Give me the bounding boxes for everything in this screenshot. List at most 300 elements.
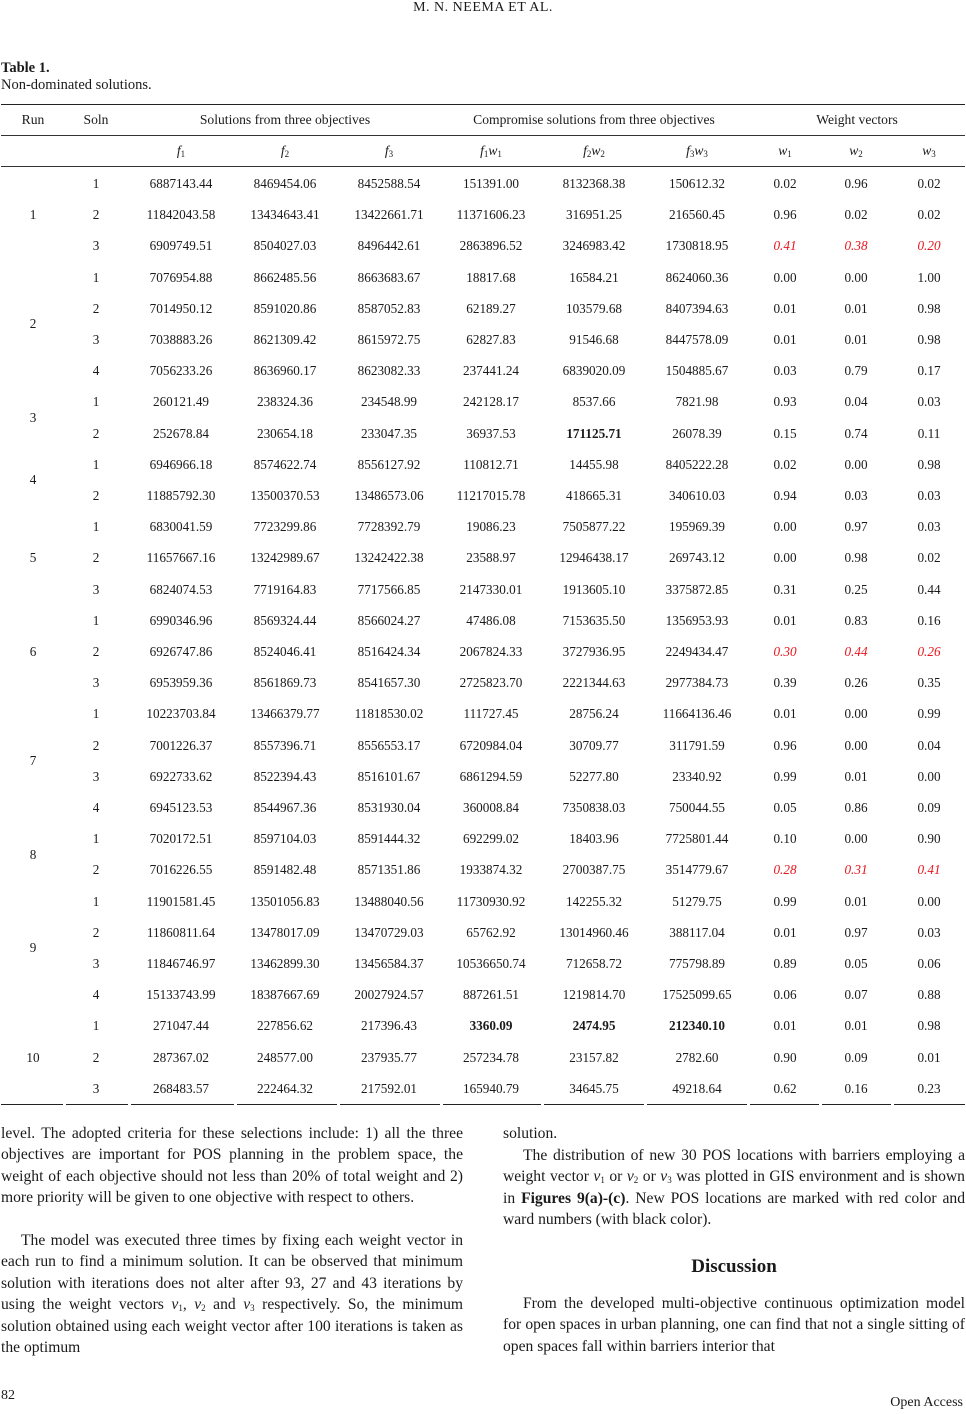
cell-f2: 8557396.71 <box>253 737 317 753</box>
cell-w3: 0.20 <box>917 238 941 254</box>
cell-w2: 0.97 <box>844 519 868 535</box>
table-bottom-rule <box>894 1104 965 1105</box>
cell-f3w3: 2782.60 <box>675 1049 719 1065</box>
f2w2-b-subscript: 2 <box>600 149 605 159</box>
cell-w3: 0.98 <box>917 300 941 316</box>
cell-f3w3: 8405222.28 <box>665 456 729 472</box>
soln-number: 4 <box>92 800 100 815</box>
table-top-rule <box>1 104 965 105</box>
header-weights-group: Weight vectors <box>816 112 898 127</box>
cell-f1w1: 3360.09 <box>469 1018 513 1034</box>
cell-f2: 8591020.86 <box>253 300 317 316</box>
w1-subscript: 1 <box>787 149 792 159</box>
cell-f2: 13500370.53 <box>250 488 320 503</box>
run-label: 10 <box>26 1049 40 1065</box>
header-solutions-group: Solutions from three objectives <box>199 112 371 127</box>
cell-f1: 11842043.58 <box>146 207 216 223</box>
cell-f2: 227856.62 <box>256 1018 314 1034</box>
cell-w1: 0.00 <box>773 550 797 566</box>
v1-subscript: 1 <box>178 1303 183 1314</box>
v2-symbol: v <box>194 1296 202 1314</box>
table-bottom-rule <box>131 1104 234 1105</box>
cell-f3w3: 2249434.47 <box>665 644 729 659</box>
soln-number: 2 <box>92 207 100 223</box>
cell-w1: 0.06 <box>773 987 797 1003</box>
cell-f1w1: 23588.97 <box>466 550 516 566</box>
cell-f3: 8496442.61 <box>357 238 421 254</box>
cell-f1: 7076954.88 <box>149 269 213 285</box>
subheader-w3 <box>922 143 936 159</box>
cell-w1: 0.15 <box>773 425 797 441</box>
w2-subscript: 2 <box>858 149 863 159</box>
v3-symbol: v <box>660 1168 668 1186</box>
cell-f3: 8663683.67 <box>357 269 421 285</box>
cell-w1: 0.62 <box>773 1080 797 1096</box>
cell-f1w1: 360008.84 <box>462 800 520 815</box>
cell-f2w2: 7505877.22 <box>562 519 626 535</box>
cell-w1: 0.41 <box>773 238 797 254</box>
cell-w3: 0.98 <box>917 456 941 472</box>
table-header-rule <box>1 135 965 136</box>
cell-w3: 0.11 <box>917 425 941 441</box>
cell-f3w3: 8407394.63 <box>665 300 729 316</box>
cell-w3: 0.03 <box>917 488 941 503</box>
cell-f2w2: 171125.71 <box>566 425 622 441</box>
cell-f1w1: 62827.83 <box>466 332 516 347</box>
cell-f1: 7001226.37 <box>149 737 213 753</box>
cell-f1w1: 165940.79 <box>462 1080 520 1096</box>
cell-f3w3: 340610.03 <box>668 488 726 503</box>
cell-f1w1: 2067824.33 <box>459 644 523 659</box>
cell-f3w3: 311791.59 <box>669 737 725 753</box>
cell-f3: 11818530.02 <box>354 706 424 722</box>
cell-f3w3: 23340.92 <box>672 768 722 784</box>
cell-w3: 0.98 <box>917 332 941 347</box>
cell-f2w2: 23157.82 <box>569 1049 619 1065</box>
f1w1-a-subscript: 1 <box>483 149 489 159</box>
cell-f3w3: 2977384.73 <box>665 675 729 691</box>
cell-f1: 260121.49 <box>152 394 210 410</box>
cell-f3: 13422661.71 <box>354 207 424 223</box>
cell-w2: 0.09 <box>844 1049 868 1065</box>
cell-f3w3: 7725801.44 <box>665 831 729 847</box>
cell-f3w3: 8624060.36 <box>665 269 729 285</box>
cell-f2w2: 3727936.95 <box>562 644 626 659</box>
cell-w3: 0.16 <box>917 612 941 628</box>
table-subheader-rule <box>1 166 965 167</box>
cell-w3: 0.06 <box>917 956 941 971</box>
cell-w3: 0.88 <box>917 987 941 1003</box>
cell-f1w1: 237441.24 <box>462 363 520 379</box>
cell-w2: 0.98 <box>844 550 868 566</box>
soln-number: 2 <box>92 425 100 441</box>
cell-f3: 8452588.54 <box>357 176 421 191</box>
cell-f2: 13462899.30 <box>250 956 320 971</box>
w2-symbol: w <box>849 143 859 158</box>
cell-w3: 0.98 <box>917 1018 941 1034</box>
cell-f2w2: 91546.68 <box>569 332 619 347</box>
cell-w3: 0.03 <box>917 519 941 535</box>
left-p2-text-a: The model was executed three times by fixing each weight vector in each run to find a minimum solution. It can be observed that minimum solution with iterations does not alter after 93, 27 and 43 iterations by using the weight vectors <box>1 1232 463 1314</box>
journal-label: Open Access <box>890 1395 963 1410</box>
cell-f2: 8524046.41 <box>253 644 317 659</box>
run-label: 4 <box>29 472 37 488</box>
cell-f3w3: 388117.04 <box>669 924 725 940</box>
cell-f2w2: 28756.24 <box>569 706 619 722</box>
w1-symbol: w <box>778 143 788 158</box>
cell-f1w1: 2725823.70 <box>459 675 523 691</box>
subheader-f2w2 <box>583 143 605 159</box>
cell-f3: 13242422.38 <box>354 550 424 566</box>
cell-f1w1: 2147330.01 <box>459 581 523 597</box>
cell-f3w3: 150612.32 <box>668 176 726 191</box>
cell-f3w3: 17525099.65 <box>662 987 732 1003</box>
cell-f2w2: 316951.25 <box>565 207 623 223</box>
running-head: M. N. NEEMA ET AL. <box>413 0 553 15</box>
subheader-f3w3 <box>686 143 708 159</box>
f1w1-a-symbol: f <box>480 143 484 158</box>
cell-f2: 8597104.03 <box>253 831 317 847</box>
cell-f3: 217396.43 <box>360 1018 418 1034</box>
cell-f2: 13466379.77 <box>250 706 320 722</box>
soln-number: 2 <box>92 488 100 503</box>
soln-number: 3 <box>92 768 100 784</box>
cell-f1w1: 11730930.92 <box>456 893 526 909</box>
f3w3-b-subscript: 3 <box>703 149 708 159</box>
table-bottom-rule <box>750 1104 819 1105</box>
cell-w2: 0.00 <box>844 737 868 753</box>
f1-subscript: 1 <box>180 149 186 159</box>
cell-w1: 0.02 <box>773 456 797 472</box>
cell-f1w1: 11371606.23 <box>456 207 526 223</box>
cell-w2: 0.38 <box>844 238 868 254</box>
cell-w2: 0.00 <box>844 269 868 285</box>
table-title: Table 1. <box>1 60 50 76</box>
table-bottom-rule <box>1 1104 63 1105</box>
cell-f1: 271047.44 <box>152 1018 210 1034</box>
cell-f3: 217592.01 <box>360 1080 418 1096</box>
cell-w2: 0.83 <box>844 612 868 628</box>
cell-f1: 6909749.51 <box>149 238 213 254</box>
run-label: 5 <box>29 550 37 566</box>
table-bottom-rule <box>647 1104 747 1105</box>
cell-w1: 0.05 <box>773 800 797 815</box>
cell-w3: 0.35 <box>917 675 941 691</box>
cell-f2w2: 3246983.42 <box>562 238 626 254</box>
soln-number: 3 <box>92 956 100 971</box>
cell-f1: 11846746.97 <box>146 956 216 971</box>
cell-w3: 0.00 <box>917 893 941 909</box>
cell-f3: 8566024.27 <box>357 612 421 628</box>
header-soln: Soln <box>83 112 109 127</box>
cell-w1: 0.28 <box>773 862 797 878</box>
cell-w1: 0.10 <box>773 831 797 847</box>
cell-w2: 0.01 <box>844 300 868 316</box>
soln-number: 1 <box>92 176 100 191</box>
cell-w1: 0.96 <box>773 737 797 753</box>
cell-w3: 0.00 <box>917 768 941 784</box>
cell-f3w3: 8447578.09 <box>665 332 729 347</box>
run-label: 6 <box>29 644 37 659</box>
cell-f3w3: 3514779.67 <box>665 862 729 878</box>
subheader-f1w1 <box>480 143 502 159</box>
cell-f3: 8591444.32 <box>357 831 421 847</box>
cell-f3: 7717566.85 <box>357 581 421 597</box>
cell-f2w2: 18403.96 <box>569 831 619 847</box>
table-caption: Non-dominated solutions. <box>1 77 152 93</box>
cell-w3: 0.03 <box>917 394 941 410</box>
cell-w3: 0.02 <box>917 550 941 566</box>
soln-number: 1 <box>92 706 100 722</box>
cell-f2: 8621309.42 <box>253 332 317 347</box>
cell-f2: 8569324.44 <box>253 612 317 628</box>
f1-symbol: f <box>176 143 181 158</box>
figure-reference: Figures 9(a)-(c) <box>521 1189 626 1207</box>
cell-f1: 6824074.53 <box>149 581 213 597</box>
cell-f2: 8561869.73 <box>253 675 317 691</box>
cell-w3: 0.26 <box>917 644 941 659</box>
cell-f2w2: 8537.66 <box>572 394 616 410</box>
soln-number: 4 <box>92 363 100 379</box>
cell-w2: 0.01 <box>844 768 868 784</box>
cell-w2: 0.02 <box>844 207 868 223</box>
cell-f3: 8623082.33 <box>357 363 421 379</box>
cell-w1: 0.01 <box>773 332 797 347</box>
cell-f3w3: 51279.75 <box>672 893 722 909</box>
cell-f1: 6887143.44 <box>149 176 213 191</box>
cell-w3: 0.41 <box>917 862 941 878</box>
cell-f2w2: 14455.98 <box>569 456 619 472</box>
cell-f2w2: 418665.31 <box>565 488 623 503</box>
soln-number: 1 <box>92 269 100 285</box>
cell-f1w1: 11217015.78 <box>456 488 526 503</box>
cell-f2w2: 8132368.38 <box>562 176 626 191</box>
cell-f2w2: 7153635.50 <box>562 612 626 628</box>
cell-w3: 1.00 <box>917 269 941 285</box>
cell-f3w3: 11664136.46 <box>662 706 732 722</box>
cell-f3: 8556553.17 <box>357 737 421 753</box>
cell-w2: 0.00 <box>844 456 868 472</box>
right-paragraph-1: solution. <box>503 1125 558 1142</box>
cell-f1w1: 242128.17 <box>462 394 520 410</box>
cell-f1: 6922733.62 <box>149 768 213 784</box>
page-number: 82 <box>1 1388 15 1403</box>
cell-f2w2: 142255.32 <box>565 893 623 909</box>
cell-f1: 6945123.53 <box>149 800 213 815</box>
cell-f1w1: 47486.08 <box>466 612 516 628</box>
cell-f2: 8574622.74 <box>253 456 317 472</box>
soln-number: 1 <box>92 394 100 410</box>
cell-f3: 8541657.30 <box>357 675 421 691</box>
soln-number: 2 <box>92 300 100 316</box>
cell-w2: 0.00 <box>844 706 868 722</box>
cell-w1: 0.90 <box>773 1049 797 1065</box>
cell-w2: 0.44 <box>844 644 868 659</box>
cell-w3: 0.02 <box>917 207 941 223</box>
cell-f3w3: 7821.98 <box>675 394 719 410</box>
cell-w2: 0.31 <box>844 862 868 878</box>
cell-f1: 11657667.16 <box>146 550 216 566</box>
cell-w2: 0.86 <box>844 800 868 815</box>
cell-f3: 13486573.06 <box>354 488 424 503</box>
cell-f2: 248577.00 <box>256 1049 314 1065</box>
cell-f2: 8662485.56 <box>253 269 317 285</box>
table-bottom-rule <box>340 1104 440 1105</box>
soln-number: 1 <box>92 519 100 535</box>
cell-w3: 0.99 <box>917 706 941 722</box>
cell-f3: 8531930.04 <box>357 800 421 815</box>
f3w3-a-subscript: 3 <box>689 149 695 159</box>
cell-w1: 0.01 <box>773 924 797 940</box>
cell-f2: 13501056.83 <box>250 893 320 909</box>
cell-f3: 233047.35 <box>360 425 418 441</box>
f1w1-b-subscript: 1 <box>497 149 502 159</box>
cell-f3: 8516424.34 <box>357 644 421 659</box>
cell-f1: 6990346.96 <box>149 612 213 628</box>
cell-w1: 0.02 <box>773 176 797 191</box>
soln-number: 3 <box>92 238 100 254</box>
soln-number: 3 <box>92 1080 100 1096</box>
f3w3-a-symbol: f <box>686 143 690 158</box>
table-bottom-rule <box>822 1104 891 1105</box>
soln-number: 2 <box>92 1049 100 1065</box>
left-paragraph-1: level. The adopted criteria for these selections include: 1) all the three objectives are important for POS planning in the problem space, the weight of each objective should not less than 20% of total weight and 2) more priority will be given to one objective with respect to others. <box>1 1125 463 1207</box>
cell-f3w3: 1504885.67 <box>665 363 729 379</box>
right-p2-text-b: was plotted in GIS environment and is shown in <box>503 1168 965 1207</box>
cell-f3w3: 212340.10 <box>668 1018 726 1034</box>
header-run: Run <box>21 112 45 127</box>
run-label: 7 <box>29 753 37 769</box>
cell-w2: 0.79 <box>844 363 868 379</box>
cell-f3: 8615972.75 <box>357 332 421 347</box>
cell-f1: 7020172.51 <box>149 831 213 847</box>
cell-w2: 0.96 <box>844 176 868 191</box>
cell-w1: 0.89 <box>773 956 797 971</box>
cell-f1: 11860811.64 <box>146 924 216 940</box>
cell-f1: 7038883.26 <box>149 332 213 347</box>
subheader-f2 <box>281 143 289 159</box>
cell-f3w3: 216560.45 <box>668 207 726 223</box>
v3-subscript: 3 <box>250 1303 255 1314</box>
cell-f3: 7728392.79 <box>357 519 421 535</box>
cell-f2: 7719164.83 <box>253 581 317 597</box>
soln-number: 4 <box>92 987 100 1003</box>
f2w2-a-symbol: f <box>583 143 587 158</box>
run-label: 8 <box>29 846 37 862</box>
table-bottom-rule <box>237 1104 337 1105</box>
cell-w1: 0.94 <box>773 488 797 503</box>
cell-f1w1: 65762.92 <box>466 924 516 940</box>
w3-subscript: 3 <box>931 149 936 159</box>
cell-w1: 0.93 <box>773 394 797 410</box>
cell-f1w1: 2863896.52 <box>459 238 523 254</box>
cell-f3w3: 1356953.93 <box>665 612 729 628</box>
v2-symbol: v <box>626 1168 634 1186</box>
cell-f1w1: 19086.23 <box>466 519 516 535</box>
cell-f3w3: 3375872.85 <box>665 581 729 597</box>
cell-f3: 13470729.03 <box>354 924 424 940</box>
cell-w2: 0.00 <box>844 831 868 847</box>
cell-f3w3: 1730818.95 <box>665 238 729 254</box>
cell-w3: 0.44 <box>917 581 941 597</box>
cell-w1: 0.00 <box>773 519 797 535</box>
cell-f3: 20027924.57 <box>354 987 424 1003</box>
cell-f2w2: 1913605.10 <box>562 581 626 597</box>
cell-w2: 0.16 <box>844 1080 868 1096</box>
cell-f2w2: 34645.75 <box>569 1080 619 1096</box>
cell-f2: 18387667.69 <box>250 987 320 1003</box>
right-p2-text-c: . New POS locations are marked with red color and ward numbers (with black color). <box>503 1189 965 1229</box>
section-heading-discussion: Discussion <box>691 1256 777 1277</box>
cell-f2: 13434643.41 <box>250 207 320 223</box>
cell-w1: 0.01 <box>773 706 797 722</box>
cell-w1: 0.01 <box>773 300 797 316</box>
cell-f3: 234548.99 <box>360 394 418 410</box>
cell-f1w1: 1933874.32 <box>459 862 523 878</box>
f3-subscript: 3 <box>388 149 394 159</box>
cell-f1: 6926747.86 <box>149 644 213 659</box>
cell-w2: 0.01 <box>844 893 868 909</box>
cell-w1: 0.01 <box>773 1018 797 1034</box>
cell-f1w1: 111727.45 <box>463 706 519 722</box>
cell-f2w2: 52277.80 <box>569 768 619 784</box>
header-compromise-group: Compromise solutions from three objectives <box>473 112 715 127</box>
cell-w3: 0.09 <box>917 800 941 815</box>
cell-f1: 7056233.26 <box>149 363 213 379</box>
cell-f2w2: 16584.21 <box>569 269 619 285</box>
v3-symbol: v <box>243 1296 251 1314</box>
cell-f3: 8587052.83 <box>357 300 421 316</box>
cell-f2: 230654.18 <box>256 425 314 441</box>
cell-f1w1: 110812.71 <box>463 456 519 472</box>
f2-symbol: f <box>280 143 285 158</box>
cell-f2w2: 103579.68 <box>565 300 623 316</box>
cell-w3: 0.04 <box>917 737 941 753</box>
cell-f2: 8504027.03 <box>253 238 317 254</box>
cell-w1: 0.99 <box>773 893 797 909</box>
soln-number: 1 <box>92 456 100 472</box>
cell-w3: 0.02 <box>917 176 941 191</box>
cell-f3: 237935.77 <box>360 1049 418 1065</box>
cell-w2: 0.26 <box>844 675 868 691</box>
cell-w1: 0.30 <box>773 644 797 659</box>
cell-f2w2: 2474.95 <box>572 1018 616 1034</box>
cell-f2w2: 2221344.63 <box>562 675 626 691</box>
cell-w2: 0.05 <box>844 956 868 971</box>
subheader-f1 <box>177 143 185 159</box>
cell-w2: 0.07 <box>844 987 868 1003</box>
f3w3-b-symbol: w <box>694 143 704 158</box>
cell-f3w3: 195969.39 <box>668 519 726 535</box>
cell-f1w1: 36937.53 <box>466 425 516 441</box>
cell-f3: 8556127.92 <box>357 456 421 472</box>
f2w2-a-subscript: 2 <box>586 149 592 159</box>
cell-f1w1: 62189.27 <box>466 300 516 316</box>
cell-f2: 8544967.36 <box>253 800 317 815</box>
table-bottom-rule <box>544 1104 644 1105</box>
cell-f1w1: 692299.02 <box>462 831 520 847</box>
v1-symbol: v <box>593 1168 601 1186</box>
cell-f2w2: 2700387.75 <box>562 862 626 878</box>
right-p2-or: or <box>604 1168 627 1186</box>
soln-number: 2 <box>92 862 100 878</box>
soln-number: 1 <box>92 612 100 628</box>
left-p2-text-b: respectively. So, the minimum solution obtained using each weight vector after 100 iterations is taken as the optimum <box>1 1296 463 1357</box>
cell-f2: 8522394.43 <box>253 768 317 784</box>
left-paragraph-2 <box>1 1230 463 1358</box>
v3-subscript: 3 <box>667 1175 672 1186</box>
cell-w1: 0.01 <box>773 612 797 628</box>
